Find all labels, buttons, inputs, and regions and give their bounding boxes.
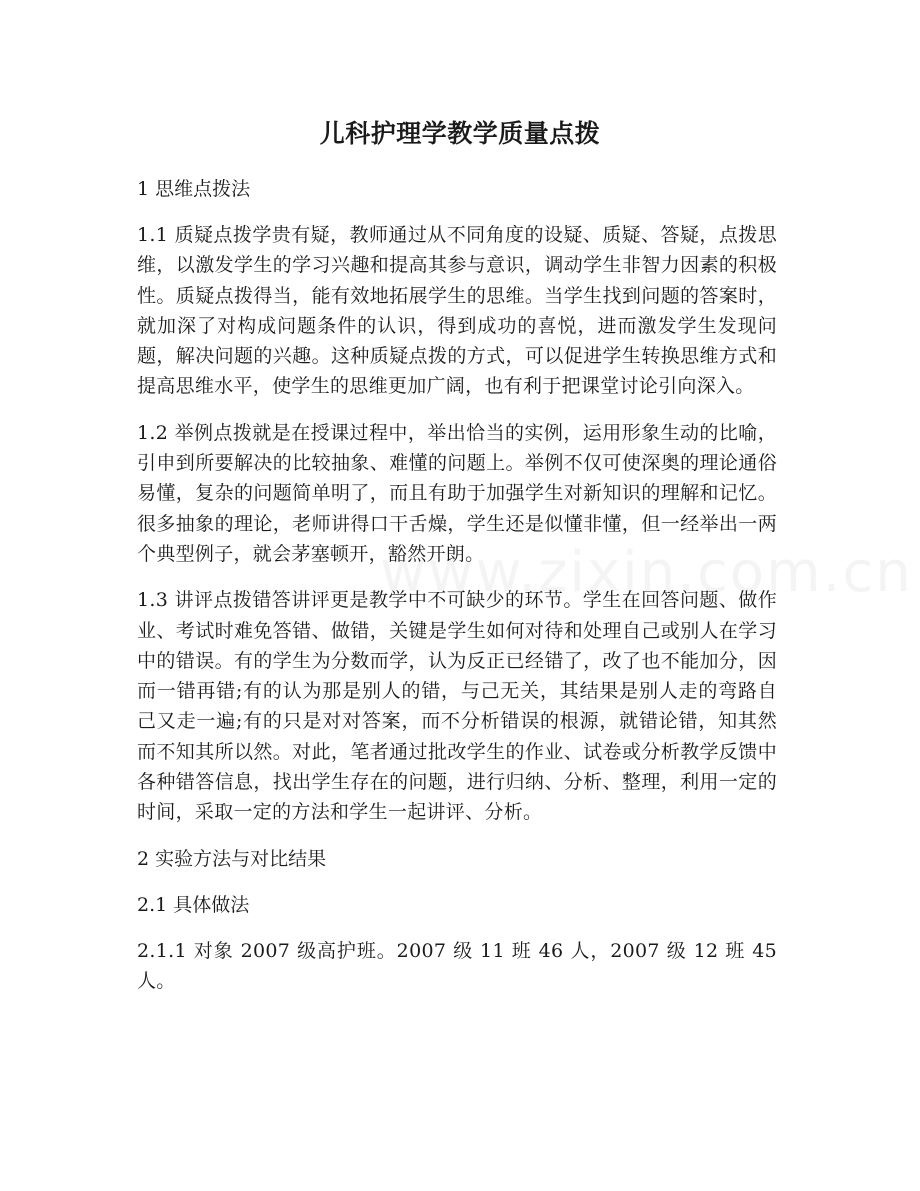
subsection-heading-2-1: 2.1 具体做法 bbox=[137, 893, 250, 916]
section-heading-1: 1 思维点拨法 bbox=[137, 178, 251, 200]
document-body bbox=[137, 174, 777, 1012]
paragraph-1-2: 1.2 举例点拨就是在授课过程中，举出恰当的实例，运用形象生动的比喻，引申到所要解决的比较抽象、难懂的问题上。举例不仅可使深奥的理论通俗易懂，复杂的问题简单明了，而且有助于加强学生对新知识的理解和记忆。很多抽象的理论，老师讲得口干舌燥，学生还是似懂非懂，但一经举出一两个典型例子，就会茅塞顿开，豁然开朗。 bbox=[137, 421, 777, 565]
paragraph-1-1: 1.1 质疑点拨学贵有疑，教师通过从不同角度的设疑、质疑、答疑，点拨思维，以激发学生的学习兴趣和提高其参与意识，调动学生非智力因素的积极性。质疑点拨得当，能有效地拓展学生的思维。当学生找到问题的答案时，就加深了对构成问题条件的认识，得到成功的喜悦，进而激发学生发现问题，解决问题的兴趣。这种质疑点拨的方式，可以促进学生转换思维方式和提高思维水平，使学生的思维更加广阔，也有利于把课堂讨论引向深入。 bbox=[137, 224, 777, 398]
paragraph-1-3: 1.3 讲评点拨错答讲评更是教学中不可缺少的环节。学生在回答问题、做作业、考试时难免答错、做错，关键是学生如何对待和处理自己或别人在学习中的错误。有的学生为分数而学，认为反正已经错了，改了也不能加分，因而一错再错;有的认为那是别人的错，与己无关，其结果是别人走的弯路自己又走一遍;有的只是对对答案，而不分析错误的根源，就错论错，知其然而不知其所以然。对此，笔者通过批改学生的作业、试卷或分析教学反馈中各种错答信息，找出学生存在的问题，进行归纳、分析、整理，利用一定的时间，采取一定的方法和学生一起讲评、分析。 bbox=[137, 589, 777, 824]
document-title: 儿科护理学教学质量点拨 bbox=[319, 119, 601, 148]
paragraph-2-1-1: 2.1.1 对象 2007 级高护班。2007 级 11 班 46 人，2007 级 12 班 45 人。 bbox=[137, 939, 777, 992]
section-heading-2: 2 实验方法与对比结果 bbox=[137, 847, 327, 870]
